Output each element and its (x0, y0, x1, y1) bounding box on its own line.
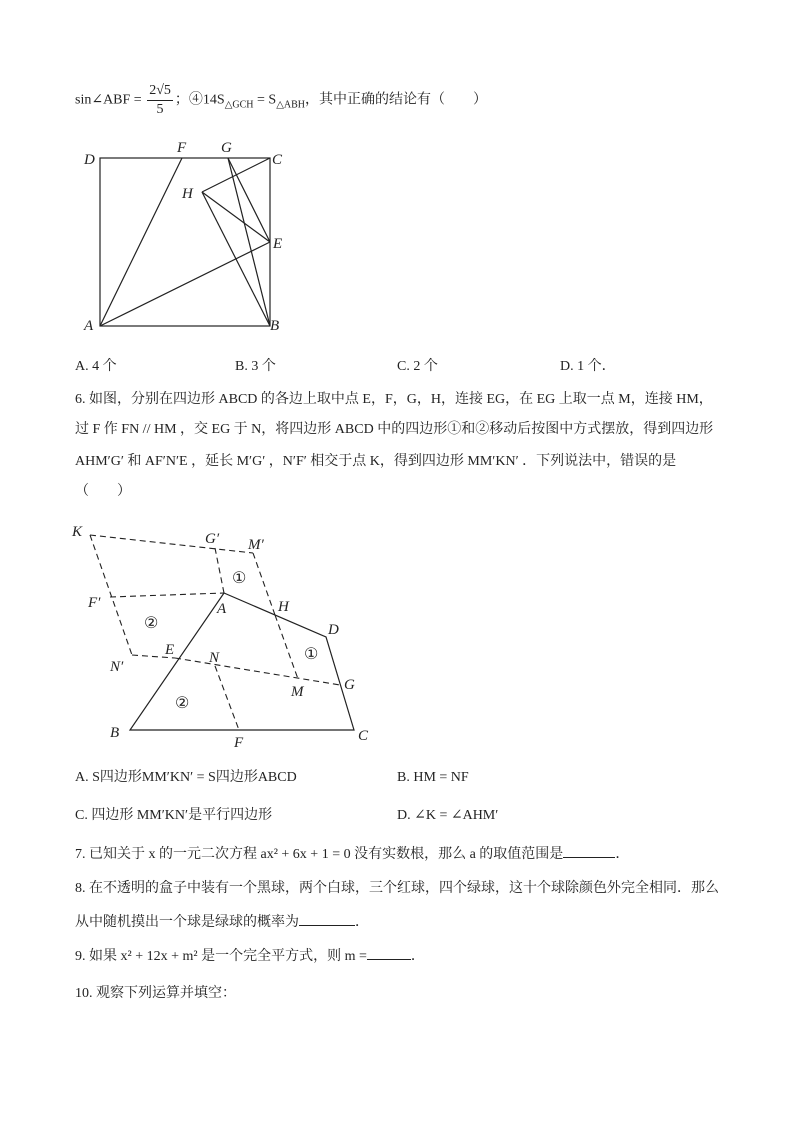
q5-fraction (147, 82, 173, 119)
label-N-prime: N′ (110, 659, 124, 675)
q6-option-d[interactable]: D. ∠K = ∠AHM′ (397, 808, 499, 823)
q7-line (75, 843, 629, 865)
q6-line2: 过 F 作 FN // HM ，交 EG 于 N，将四边形 ABCD 中的四边形①和②移动后按图中方式摆放，得到四边形 (75, 422, 714, 437)
q6-option-c[interactable]: C. 四边形 MM′KN′是平行四边形 (75, 808, 273, 823)
q8-line1: 8. 在不透明的盒子中装有一个黑球，两个白球，三个红球，四个绿球，这十个球除颜色外完全相同．那么 (75, 881, 719, 896)
line-f1-a (110, 593, 224, 597)
label-M: M (291, 684, 304, 700)
q7-end: ． (615, 847, 630, 862)
line-a-e (100, 242, 270, 326)
line-h-m1 (253, 553, 275, 615)
q8-end: ． (355, 915, 369, 930)
label-C: C (272, 152, 283, 168)
label-N: N (209, 650, 220, 666)
label-H: H (182, 186, 193, 202)
q5-option-b[interactable]: B. 3 个 (235, 359, 276, 374)
label-C: C (358, 728, 369, 744)
q5-sub2: △ABH (276, 99, 305, 111)
line-b-h (202, 192, 270, 326)
line-k-m1 (90, 535, 253, 553)
region-1-right: ① (304, 646, 319, 663)
label-A: A (217, 601, 227, 617)
q5-frac-num: 2√5 (147, 82, 173, 101)
region-2-lower: ② (175, 695, 190, 712)
label-A: A (84, 318, 94, 334)
q5-option-d[interactable]: D. 1 个． (560, 359, 616, 374)
q8-line2-wrap (75, 911, 369, 933)
label-K: K (72, 524, 83, 540)
region-1-upper: ① (232, 570, 247, 587)
label-E: E (273, 236, 283, 252)
label-B: B (110, 725, 120, 741)
q8-answer-blank[interactable] (299, 911, 355, 926)
q8-line2: 从中随机摸出一个球是绿球的概率为 (75, 915, 299, 930)
line-h-m (275, 615, 298, 679)
q9-answer-blank[interactable] (367, 945, 411, 960)
label-G-prime: G′ (205, 531, 220, 547)
q5-end: ，其中正确的结论有（ ） (305, 92, 487, 108)
square-abcd (100, 158, 270, 326)
label-E: E (165, 642, 175, 658)
label-G: G (221, 140, 232, 156)
label-F: F (177, 140, 187, 156)
line-g-e (228, 158, 270, 242)
q9-line (75, 945, 425, 967)
label-G: G (344, 677, 355, 693)
line-a-f (100, 158, 182, 326)
q6-line4: （ ） (75, 484, 131, 499)
label-D: D (84, 152, 95, 168)
q5-figure (70, 138, 300, 338)
q5-option-c[interactable]: C. 2 个 (397, 359, 438, 374)
q7-answer-blank[interactable] (563, 843, 615, 858)
q10-line: 10. 观察下列运算并填空： (75, 986, 236, 1001)
label-H: H (278, 599, 289, 615)
q5-formula-line (75, 82, 487, 119)
q6-line1: 6. 如图，分别在四边形 ABCD 的各边上取中点 E，F，G，H，连接 EG，在 EG 上取一点 M，连接 HM， (75, 392, 713, 407)
q5-tail: ；④14S (174, 92, 225, 108)
q5-option-a[interactable]: A. 4 个 (75, 359, 117, 374)
q6-line3: AHM′G′ 和 AF′N′E ，延长 M′G′ ，N′F′ 相交于点 K，得到四边形 MM′KN′ ．下列说法中，错误的是 (75, 454, 677, 469)
q5-frac-den: 5 (156, 102, 164, 117)
q6-option-b[interactable]: B. HM = NF (397, 770, 469, 785)
label-M-prime: M′ (248, 537, 264, 553)
q7-text: 7. 已知关于 x 的一元二次方程 ax² + 6x + 1 = 0 没有实数根，那么 a 的取值范围是 (75, 847, 564, 862)
q6-figure (60, 515, 390, 750)
region-2-left: ② (144, 615, 159, 632)
q9-text: 9. 如果 x² + 12x + m² 是一个完全平方式，则 m = (75, 949, 367, 964)
line-n-f (215, 666, 239, 730)
line-b-g (228, 158, 270, 326)
line-a-g1 (215, 548, 224, 593)
label-F: F (234, 735, 244, 750)
q5-prefix: sin∠ABF = (75, 92, 142, 108)
line-h-e (202, 192, 270, 242)
q5-sub1: △GCH (224, 99, 254, 111)
q5-eq: = S (253, 92, 277, 108)
label-D: D (328, 622, 339, 638)
q6-option-a[interactable]: A. S四边形MM′KN′ = S四边形ABCD (75, 770, 297, 785)
q9-end: ． (410, 949, 425, 964)
quad-abcd (130, 593, 354, 730)
label-F-prime: F′ (88, 595, 101, 611)
label-B: B (270, 318, 280, 334)
